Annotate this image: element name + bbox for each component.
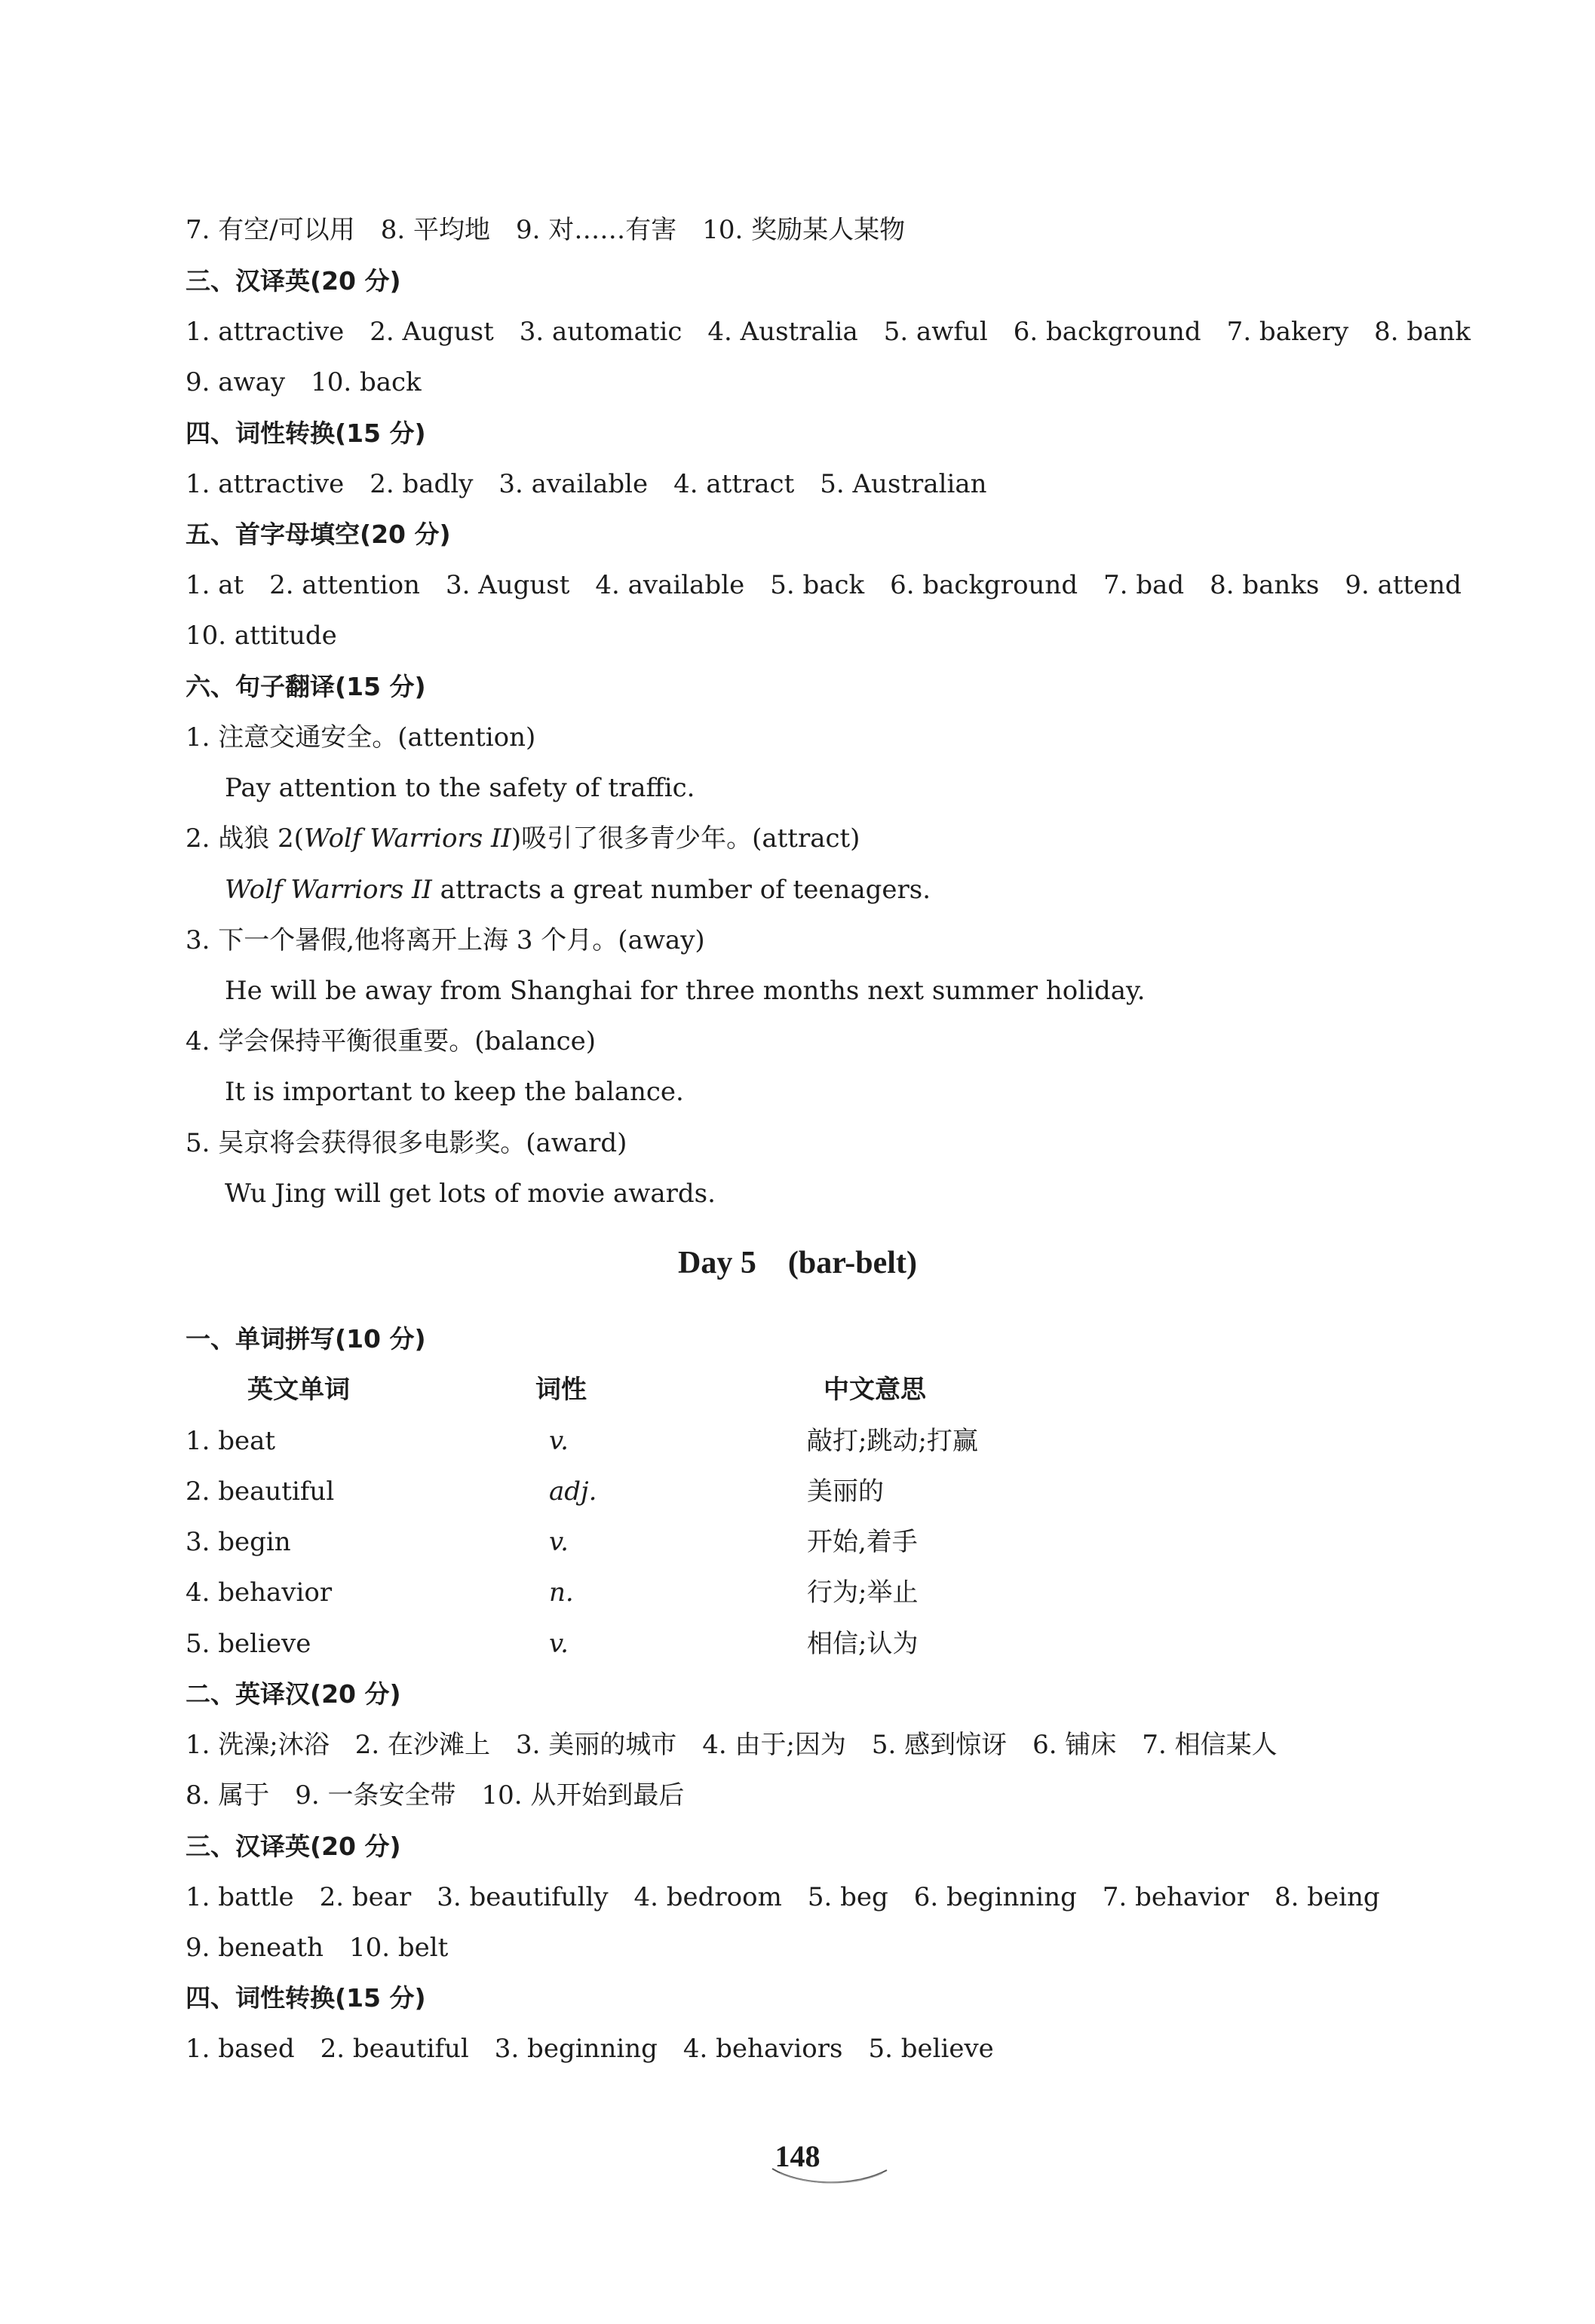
answer-line: 10. attitude xyxy=(186,621,337,651)
answer-text: attracts a great number of teenagers. xyxy=(431,875,931,905)
translation-answer: It is important to keep the balance. xyxy=(225,1077,684,1107)
carryover-answers: 7. 有空/可以用 8. 平均地 9. 对……有害 10. 奖励某人某物 xyxy=(186,215,906,245)
answer-line: 1. attractive 2. badly 3. available 4. attract 5. Australian xyxy=(186,469,987,499)
table-header: 词性 xyxy=(535,1375,587,1405)
answer-line: 1. based 2. beautiful 3. beginning 4. behaviors 5. believe xyxy=(186,2034,994,2064)
table-cell-pos: v. xyxy=(549,1527,569,1557)
translation-answer: Pay attention to the safety of traffic. xyxy=(225,773,695,803)
table-header: 中文意思 xyxy=(824,1375,926,1405)
table-cell-word: 3. begin xyxy=(186,1527,291,1557)
answer-line: 1. attractive 2. August 3. automatic 4. Australia 5. awful 6. background 7. bakery 8. bank xyxy=(186,317,1471,347)
section-heading-c2e: 三、汉译英(20 分) xyxy=(186,266,401,296)
table-cell-word: 2. beautiful xyxy=(186,1476,335,1507)
table-cell-pos: adj. xyxy=(549,1476,597,1507)
answer-line: 1. 洗澡;沐浴 2. 在沙滩上 3. 美丽的城市 4. 由于;因为 5. 感到惊讶 6. 铺床 7. 相信某人 xyxy=(186,1730,1278,1760)
section-heading-c2e: 三、汉译英(20 分) xyxy=(186,1832,401,1861)
translation-question: 1. 注意交通安全。(attention) xyxy=(186,722,536,753)
table-cell-meaning: 美丽的 xyxy=(807,1476,884,1507)
translation-question: 5. 吴京将会获得很多电影奖。(award) xyxy=(186,1128,627,1158)
film-title: Wolf Warriors II xyxy=(303,823,511,854)
table-cell-pos: n. xyxy=(549,1577,574,1608)
translation-answer: Wu Jing will get lots of movie awards. xyxy=(225,1179,716,1209)
table-cell-meaning: 开始,着手 xyxy=(807,1527,918,1557)
table-cell-pos: v. xyxy=(549,1426,569,1456)
film-title: Wolf Warriors II xyxy=(225,875,432,905)
translation-question xyxy=(186,821,860,856)
answer-line: 9. beneath 10. belt xyxy=(186,1933,449,1963)
table-cell-word: 4. behavior xyxy=(186,1577,333,1608)
table-cell-word: 5. believe xyxy=(186,1629,311,1659)
translation-answer: He will be away from Shanghai for three months next summer holiday. xyxy=(225,976,1146,1006)
answer-line: 9. away 10. back xyxy=(186,367,422,397)
table-cell-word: 1. beat xyxy=(186,1426,276,1456)
table-cell-pos: v. xyxy=(549,1629,569,1659)
translation-question: 4. 学会保持平衡很重要。(balance) xyxy=(186,1026,597,1056)
table-cell-meaning: 敲打;跳动;打赢 xyxy=(807,1426,978,1456)
section-heading-spelling: 一、单词拼写(10 分) xyxy=(186,1324,426,1354)
question-text: 2. 战狼 2( xyxy=(186,823,304,854)
section-heading-word-form: 四、词性转换(15 分) xyxy=(186,1983,426,2013)
answer-line: 1. at 2. attention 3. August 4. available 5. back 6. background 7. bad 8. banks 9. attend xyxy=(186,570,1462,600)
section-heading-initial-letter: 五、首字母填空(20 分) xyxy=(186,520,451,549)
question-text: )吸引了很多青少年。(attract) xyxy=(511,823,860,854)
table-cell-meaning: 行为;举止 xyxy=(807,1577,919,1608)
section-heading-e2c: 二、英译汉(20 分) xyxy=(186,1679,401,1709)
answer-line: 8. 属于 9. 一条安全带 10. 从开始到最后 xyxy=(186,1780,685,1810)
section-heading-sentence-translation: 六、句子翻译(15 分) xyxy=(186,672,426,701)
answer-line: 1. battle 2. bear 3. beautifully 4. bedroom 5. beg 6. beginning 7. behavior 8. being xyxy=(186,1882,1380,1912)
page-number-swoosh-icon xyxy=(769,2163,890,2193)
page-number: 148 xyxy=(774,2139,821,2173)
day-title: Day 5 (bar-belt) xyxy=(678,1246,917,1280)
translation-question: 3. 下一个暑假,他将离开上海 3 个月。(away) xyxy=(186,925,705,955)
section-heading-word-form: 四、词性转换(15 分) xyxy=(186,419,426,448)
table-cell-meaning: 相信;认为 xyxy=(807,1629,919,1659)
table-header: 英文单词 xyxy=(247,1375,350,1405)
translation-answer xyxy=(225,872,931,907)
